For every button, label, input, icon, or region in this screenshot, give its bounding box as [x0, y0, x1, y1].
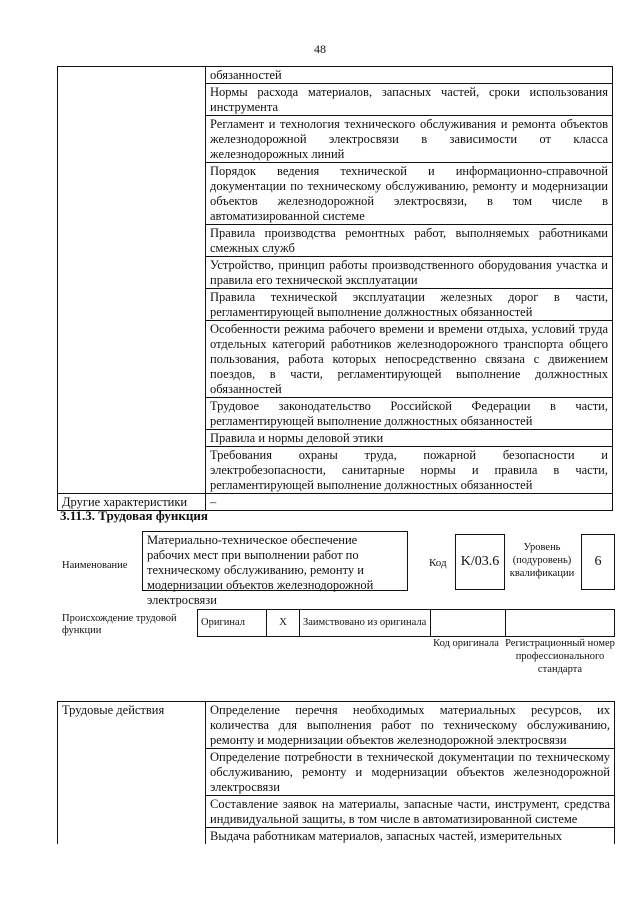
knowledge-item: Правила технической эксплуатации железных дорог в части, регламентирующей выполнение должностных обязанностей — [206, 289, 613, 321]
knowledge-item: Устройство, принцип работы производственного оборудования участка и правила его технической эксплуатации — [206, 257, 613, 289]
table-row — [58, 67, 613, 84]
table-row — [198, 610, 615, 637]
labour-action-item: Определение перечня необходимых материальных ресурсов, их количества для выполнения работ по техническому обслуживанию, ремонту и модернизации объектов железнодорожной электросвязи — [206, 702, 615, 749]
knowledge-item: Требования охраны труда, пожарной безопасности и электробезопасности, санитарные нормы и правила в части, регламентирующей выполнение должностных обязанностей — [206, 447, 613, 494]
knowledge-item: обязанностей — [206, 67, 613, 84]
other-characteristics-value: – — [206, 494, 613, 511]
other-characteristics-label: Другие характеристики — [58, 494, 206, 511]
qualification-level-box: 6 — [581, 534, 615, 590]
labour-action-item: Выдача работникам материалов, запасных частей, измерительных — [206, 828, 615, 845]
code-label: Код — [429, 557, 447, 569]
registration-number-cell — [506, 610, 615, 637]
knowledge-item: Трудовое законодательство Российской Федерации в части, регламентирующей выполнение должностных обязанностей — [206, 398, 613, 430]
original-label: Оригинал — [198, 610, 267, 637]
knowledge-item: Порядок ведения технической и информационно-справочной документации по техническому обслуживанию, ремонту и модернизации объектов железнодорожной электросвязи, в том числе в автоматизированной системе — [206, 163, 613, 225]
origin-table — [197, 609, 615, 637]
labour-action-item: Составление заявок на материалы, запасные части, инструмент, средства индивидуальной защиты, в том числе в автоматизированной системе — [206, 796, 615, 828]
table-row — [58, 702, 615, 749]
labour-action-item: Определение потребности в технической документации по техническому обслуживанию, ремонту и модернизации объектов железнодорожной электросвязи — [206, 749, 615, 796]
knowledge-label-cell — [58, 67, 206, 494]
registration-number-caption: Регистрационный номер профессионального стандарта — [505, 638, 615, 675]
original-code-caption: Код оригинала — [433, 638, 499, 649]
knowledge-item: Правила производства ремонтных работ, выполняемых работниками смежных служб — [206, 225, 613, 257]
function-code-box: K/03.6 — [455, 534, 505, 590]
page-number: 48 — [314, 42, 326, 56]
function-name-box: Материально-техническое обеспечение рабочих мест при выполнении работ по техническому обслуживанию, ремонту и модернизации объектов железнодорожной электросвязи — [142, 531, 408, 591]
qualification-level-label: Уровень (подуровень) квалификации — [509, 542, 575, 579]
section-title: 3.11.3. Трудовая функция — [60, 508, 208, 523]
labour-actions-table — [57, 701, 615, 844]
original-mark: X — [267, 610, 300, 637]
knowledge-item: Правила и нормы деловой этики — [206, 430, 613, 447]
labour-actions-label: Трудовые действия — [58, 702, 206, 845]
knowledge-item: Особенности режима рабочего времени и времени отдыха, условий труда отдельных категорий работников железнодорожного транспорта общего пользования, работа которых непосредственно связана с движением поездов, в части, регламентирующей выполнение должностных обязанностей — [206, 321, 613, 398]
origin-label: Происхождение трудовой функции — [62, 613, 177, 636]
knowledge-table — [57, 66, 613, 511]
knowledge-item: Регламент и технология технического обслуживания и ремонта объектов железнодорожной электросвязи в зависимости от класса железнодорожных линий — [206, 116, 613, 163]
borrowed-label: Заимствовано из оригинала — [300, 610, 431, 637]
original-code-cell — [431, 610, 506, 637]
name-label: Наименование — [62, 560, 128, 571]
knowledge-item: Нормы расхода материалов, запасных частей, сроки использования инструмента — [206, 84, 613, 116]
